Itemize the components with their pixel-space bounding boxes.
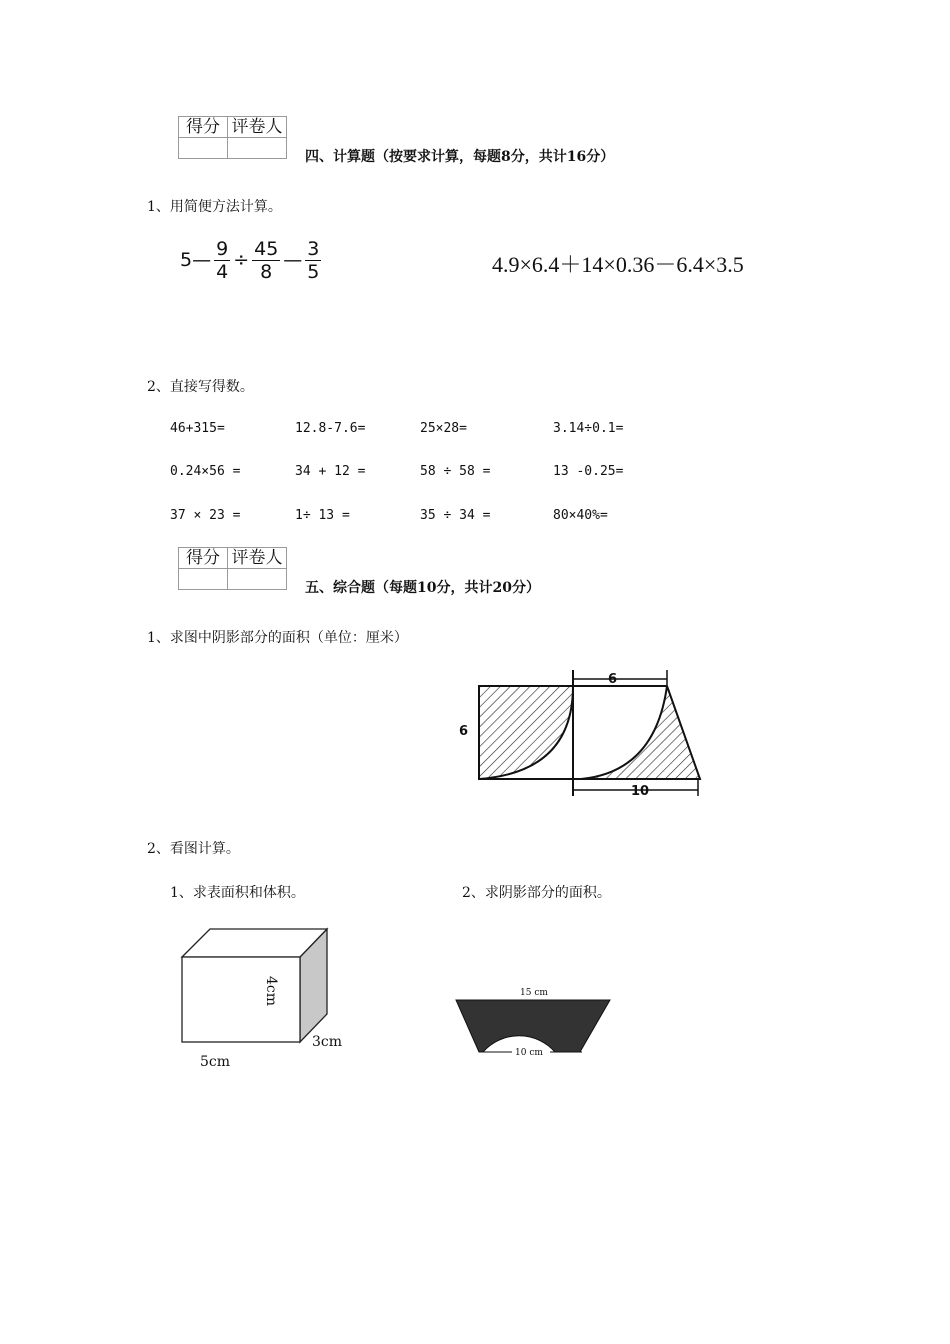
score-header: 得分: [179, 548, 228, 569]
cuboid-figure: [175, 920, 355, 1075]
expr-operator: —: [283, 249, 303, 271]
section4-q1-label: 1、用简便方法计算。: [147, 199, 282, 215]
section5-title: 五、综合题（每题10分，共计20分）: [305, 580, 540, 596]
arch-figure: [452, 982, 617, 1067]
drill-item: 34 + 12 =: [295, 464, 366, 479]
fig-label-left: 6: [459, 724, 469, 739]
arch-top-label: 15 cm: [520, 988, 548, 998]
arch-bottom-label: 10 cm: [515, 1048, 543, 1058]
score-header: 得分: [179, 117, 228, 138]
score-table-section4: [178, 116, 287, 159]
drill-item: 35 ÷ 34 =: [420, 508, 491, 523]
expr-operator: —: [192, 249, 212, 271]
expr-operator: ÷: [233, 249, 250, 271]
shaded-area-figure: [455, 662, 705, 802]
fraction-denominator: 8: [260, 261, 273, 283]
drill-item: 12.8-7.6=: [295, 421, 366, 436]
grader-header: 评卷人: [228, 117, 287, 138]
expr-term: 5: [180, 249, 193, 271]
expression-fraction: [180, 238, 324, 283]
fraction-45-8: [252, 238, 280, 283]
fig-label-top: 6: [608, 672, 618, 687]
drill-item: 58 ÷ 58 =: [420, 464, 491, 479]
drill-item: 1÷ 13 =: [295, 508, 350, 523]
cuboid-depth-label: 3cm: [312, 1034, 343, 1050]
drill-item: 0.24×56 =: [170, 464, 241, 479]
cuboid-front-face: [182, 957, 300, 1042]
drill-item: 46+315=: [170, 421, 225, 436]
score-table-section5: [178, 547, 287, 590]
fraction-9-4: [214, 238, 230, 283]
cuboid-height-label: 4cm: [263, 976, 279, 1007]
expression-decimal: 4.9×6.4＋14×0.36－6.4×3.5: [492, 252, 744, 277]
section5-q2-sub2: 2、求阴影部分的面积。: [462, 885, 611, 901]
right-shaded-region: [581, 686, 700, 779]
fraction-denominator: 4: [216, 261, 229, 283]
grader-header: 评卷人: [228, 548, 287, 569]
drill-item: 37 × 23 =: [170, 508, 241, 523]
drill-item: 80×40%=: [553, 508, 608, 523]
cuboid-width-label: 5cm: [200, 1054, 231, 1070]
score-cell[interactable]: [179, 569, 228, 590]
left-shaded-region: [479, 686, 573, 779]
drill-item: 13 -0.25=: [553, 464, 624, 479]
fraction-denominator: 5: [307, 261, 320, 283]
section4-title: 四、计算题（按要求计算，每题8分，共计16分）: [305, 149, 615, 165]
section5-q2-label: 2、看图计算。: [147, 841, 240, 857]
fraction-numerator: 9: [216, 238, 229, 260]
grader-cell[interactable]: [228, 138, 287, 159]
section5-q2-sub1: 1、求表面积和体积。: [170, 885, 305, 901]
drill-item: 25×28=: [420, 421, 467, 436]
section4-q2-label: 2、直接写得数。: [147, 379, 254, 395]
score-cell[interactable]: [179, 138, 228, 159]
grader-cell[interactable]: [228, 569, 287, 590]
fraction-3-5: [305, 238, 321, 283]
section5-q1-label: 1、求图中阴影部分的面积（单位：厘米）: [147, 630, 408, 646]
fraction-numerator: 3: [307, 238, 320, 260]
arch-shaded-region: [456, 1000, 610, 1052]
fraction-numerator: 45: [254, 238, 279, 260]
drill-item: 3.14÷0.1=: [553, 421, 624, 436]
fig-label-bottom: 10: [631, 784, 650, 799]
